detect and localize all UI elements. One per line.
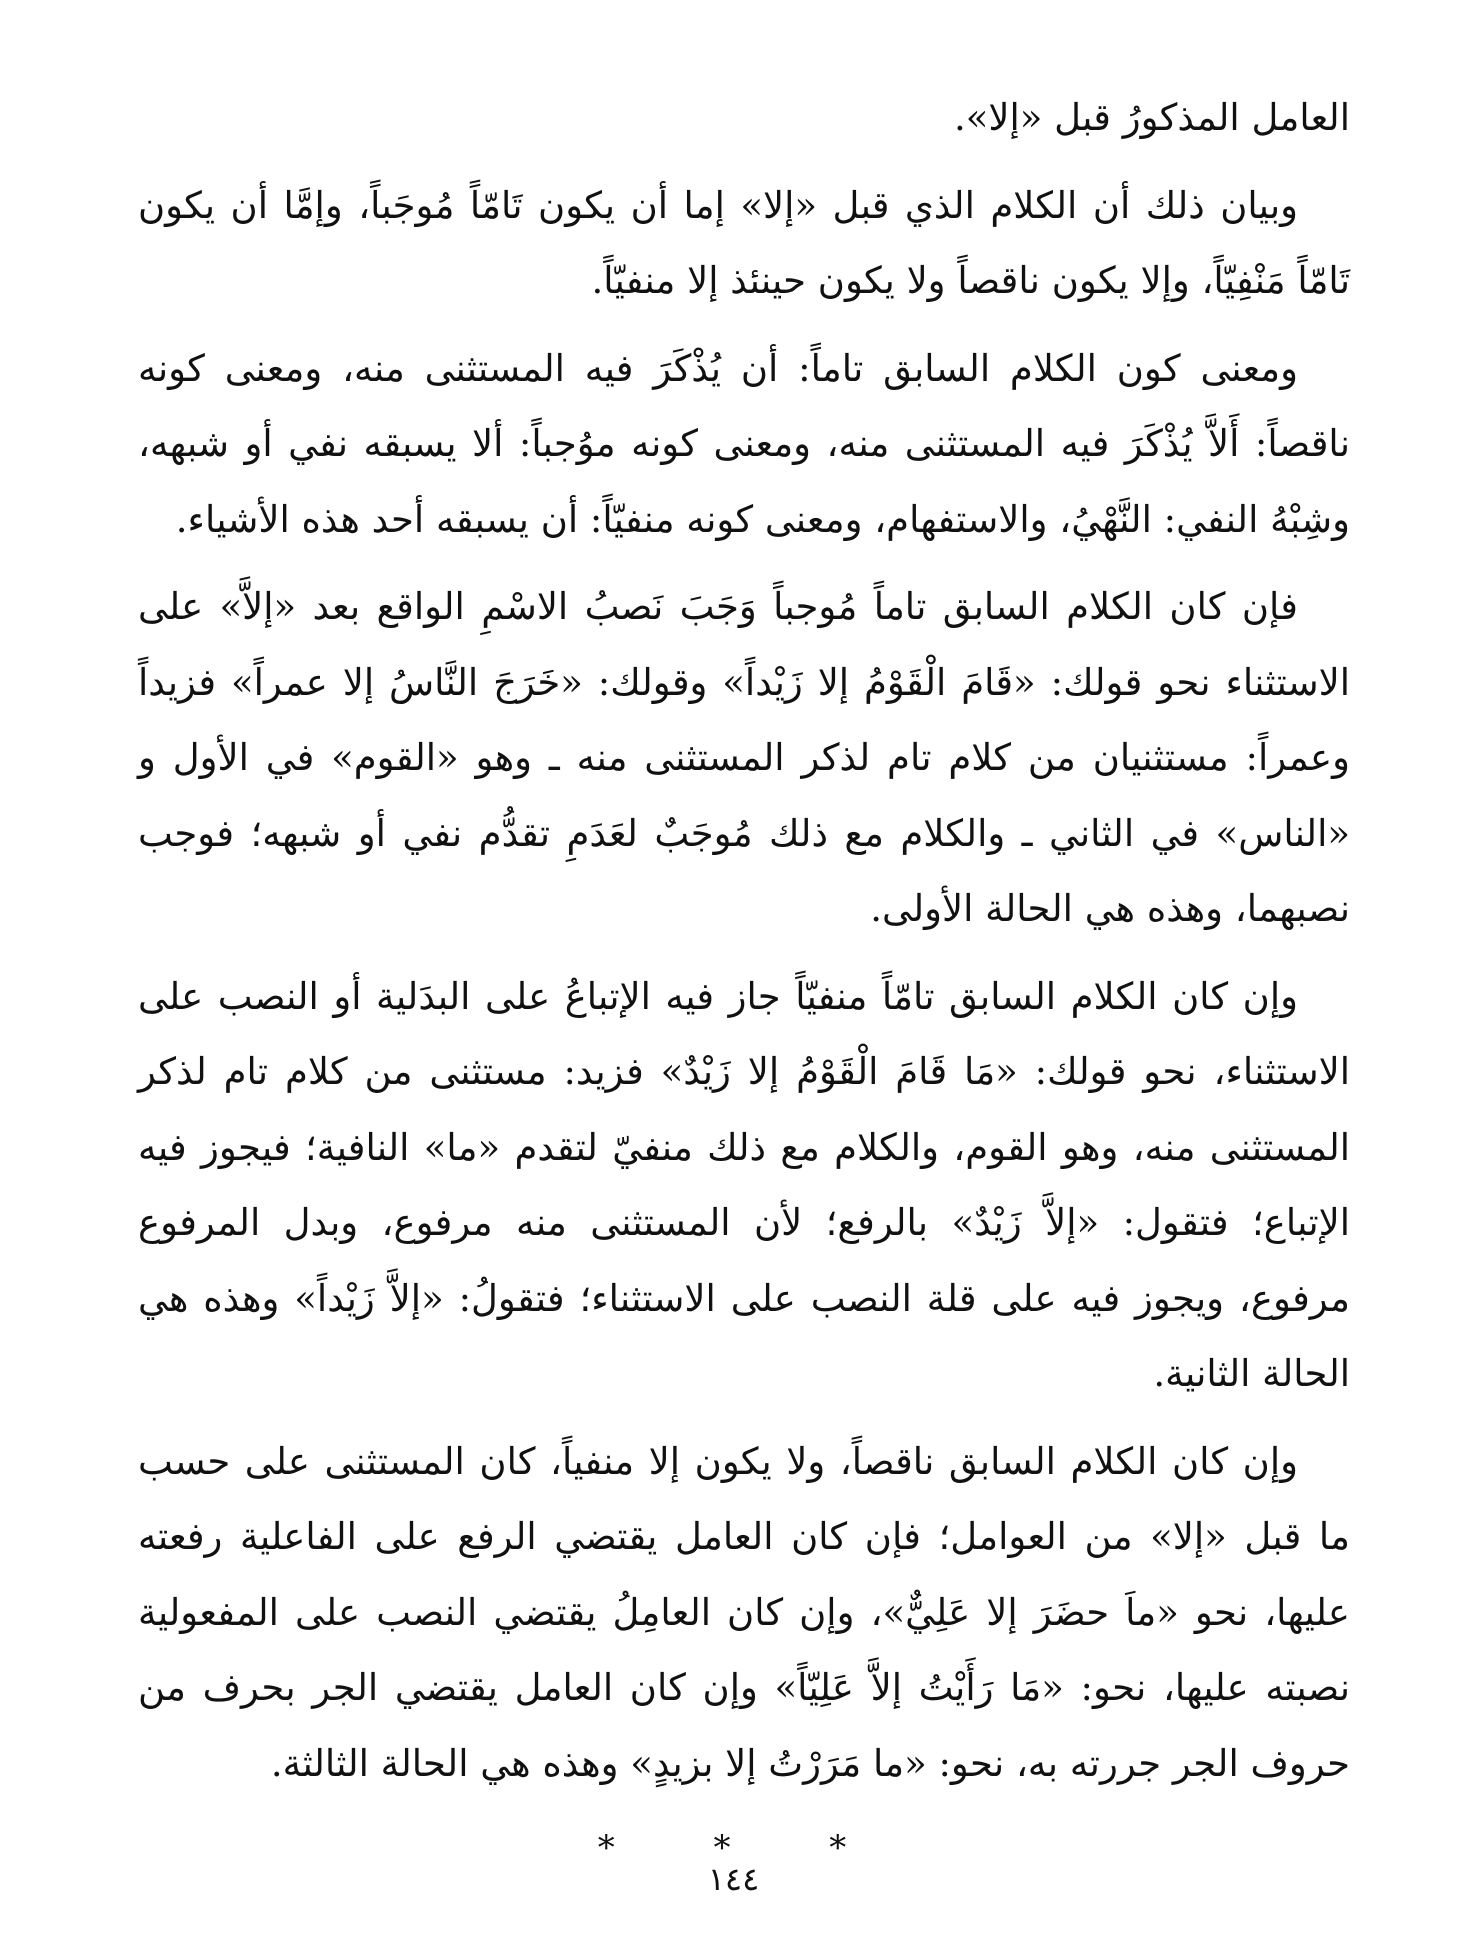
paragraph-5: وإن كان الكلام السابق تامّاً منفيّاً جاز فيه الإتباعُ على البدَلية أو النصب على الاستثناء، نحو قولك: «مَا قَامَ الْقَوْمُ إلا زَيْدٌ» فزيد: مستثنى من كلام تام لذكر المستثنى منه، وهو القوم، والكلام مع ذلك منفيّ لتقدم «ما» النافية؛ فيجوز فيه الإتباع؛ فتقول: «إلاَّ زَيْدٌ» بالرفع؛ لأن المستثنى منه مرفوع، وبدل المرفوع مرفوع، ويجوز فيه على قلة النصب على الاستثناء؛ فتقولُ: «إلاَّ زَيْداً» وهذه هي الحالة الثانية. [138,974,1350,1395]
paragraph-4: فإن كان الكلام السابق تاماً مُوجباً وَجَبَ نَصبُ الاسْمِ الواقع بعد «إلاَّ» على الاستثناء نحو قولك: «قَامَ الْقَوْمُ إلا زَيْداً» وقولك: «خَرَجَ النَّاسُ إلا عمراً» فزيداً وعمراً: مستثنيان من كلام تام لذكر المستثنى منه ـ وهو «القوم» في الأول و «الناس» في الثاني ـ والكلام مع ذلك مُوجَبٌ لعَدَمِ تقدُّم نفي أو شبهه؛ فوجب نصبهما، وهذه هي الحالة الأولى. [138,585,1350,930]
paragraph-3: ومعنى كون الكلام السابق تاماً: أن يُذْكَرَ فيه المستثنى منه، ومعنى كونه ناقصاً: أَلاَّ يُذْكَرَ فيه المستثنى منه، ومعنى كونه موُجباً: ألا يسبقه نفي أو شبهه، وشِبْهُ النفي: النَّهْيُ، والاستفهام، ومعنى كونه منفيّاً: أن يسبقه أحد هذه الأشياء. [138,346,1350,541]
paragraph-6: وإن كان الكلام السابق ناقصاً، ولا يكون إلا منفياً، كان المستثنى على حسب ما قبل «إلا» من العوامل؛ فإن كان العامل يقتضي الرفع على الفاعلية رفعته عليها، نحو «ماَ حضَرَ إلا عَلِيٌّ»، وإن كان العامِلُ يقتضي النصب على المفعولية نصبته عليها، نحو: «مَا رَأَيْتُ إلاَّ عَلِيّاً» وإن كان العامل يقتضي الجر بحرف من حروف الجر جررته به، نحو: «ما مَرَرْتُ إلا بزيدٍ» وهذه هي الحالة الثالثة. [138,1439,1350,1785]
paragraph-2: وبيان ذلك أن الكلام الذي قبل «إلا» إما أن يكون تَامّاً مُوجَباً، وإمَّا أن يكون تَامّاً مَنْفِيّاً، وإلا يكون ناقصاً ولا يكون حينئذ إلا منفيّاً. [138,183,1350,302]
paragraph-1: العامل المذكورُ قبل «إلا». [953,96,1350,139]
page-number: ١٤٤ [707,1860,760,1898]
page-text [138,80,1350,1883]
section-separator: * * * [597,1828,891,1868]
